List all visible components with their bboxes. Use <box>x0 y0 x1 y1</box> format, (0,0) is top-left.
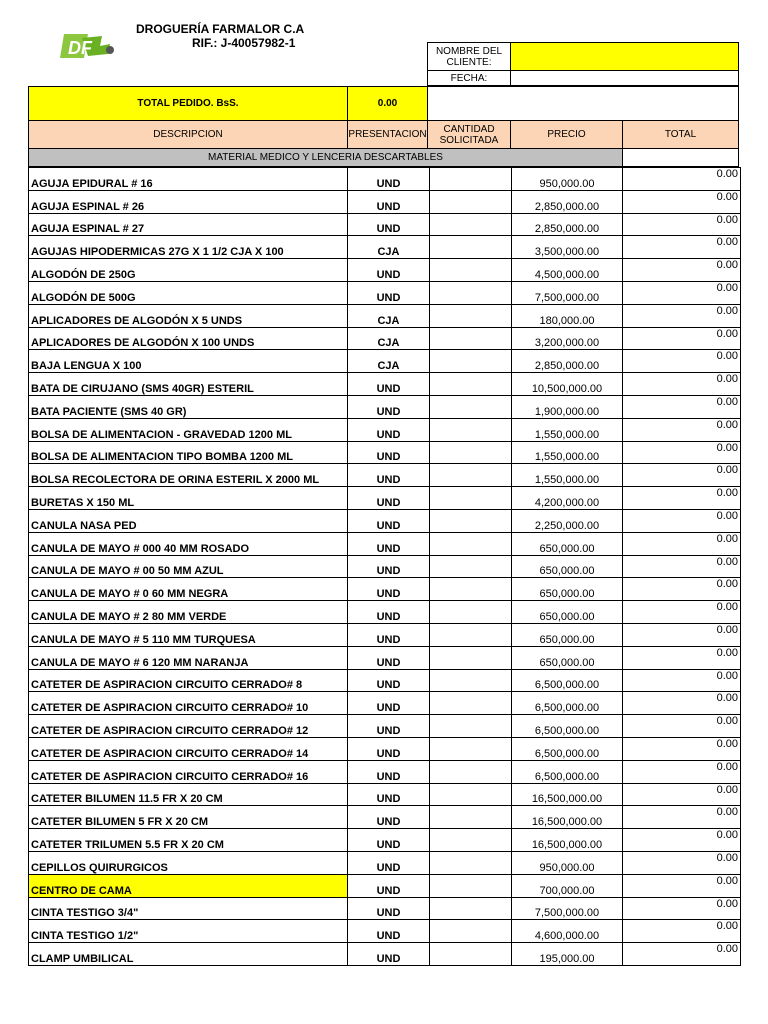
row-quantity-input[interactable] <box>430 897 512 920</box>
row-price: 1,550,000.00 <box>512 464 623 487</box>
table-row <box>29 350 741 373</box>
row-description: CINTA TESTIGO 1/2" <box>29 920 348 943</box>
row-description: BOLSA RECOLECTORA DE ORINA ESTERIL X 2000 ML <box>29 464 348 487</box>
table-row <box>29 190 741 213</box>
row-quantity-input[interactable] <box>430 168 512 191</box>
row-total: 0.00 <box>623 487 741 510</box>
row-total: 0.00 <box>623 851 741 874</box>
row-description: CATETER DE ASPIRACION CIRCUITO CERRADO# 14 <box>29 737 348 760</box>
row-presentation: UND <box>348 897 430 920</box>
row-total: 0.00 <box>623 897 741 920</box>
row-description: BATA PACIENTE (SMS 40 GR) <box>29 395 348 418</box>
row-total: 0.00 <box>623 692 741 715</box>
row-quantity-input[interactable] <box>430 737 512 760</box>
row-quantity-input[interactable] <box>430 509 512 532</box>
table-row <box>29 692 741 715</box>
row-price: 180,000.00 <box>512 304 623 327</box>
table-row <box>29 509 741 532</box>
row-presentation: UND <box>348 578 430 601</box>
row-total: 0.00 <box>623 783 741 806</box>
table-row <box>29 646 741 669</box>
row-total: 0.00 <box>623 190 741 213</box>
table-row <box>29 532 741 555</box>
row-price: 6,500,000.00 <box>512 715 623 738</box>
row-description: CATETER DE ASPIRACION CIRCUITO CERRADO# 8 <box>29 669 348 692</box>
row-price: 650,000.00 <box>512 555 623 578</box>
row-total: 0.00 <box>623 829 741 852</box>
row-description: CATETER DE ASPIRACION CIRCUITO CERRADO# 10 <box>29 692 348 715</box>
row-presentation: UND <box>348 623 430 646</box>
row-price: 7,500,000.00 <box>512 281 623 304</box>
row-total: 0.00 <box>623 236 741 259</box>
row-quantity-input[interactable] <box>430 578 512 601</box>
row-price: 16,500,000.00 <box>512 783 623 806</box>
row-presentation: UND <box>348 760 430 783</box>
row-total: 0.00 <box>623 737 741 760</box>
table-row <box>29 601 741 624</box>
row-description: CATETER TRILUMEN 5.5 FR X 20 CM <box>29 829 348 852</box>
client-name-field[interactable] <box>510 42 739 71</box>
row-presentation: CJA <box>348 304 430 327</box>
row-total: 0.00 <box>623 281 741 304</box>
row-total: 0.00 <box>623 646 741 669</box>
row-price: 6,500,000.00 <box>512 669 623 692</box>
row-description: CANULA DE MAYO # 2 80 MM VERDE <box>29 601 348 624</box>
row-price: 195,000.00 <box>512 943 623 966</box>
row-total: 0.00 <box>623 623 741 646</box>
row-total: 0.00 <box>623 304 741 327</box>
row-presentation: UND <box>348 669 430 692</box>
row-quantity-input[interactable] <box>430 441 512 464</box>
table-row <box>29 441 741 464</box>
row-total: 0.00 <box>623 350 741 373</box>
row-total: 0.00 <box>623 168 741 191</box>
row-price: 650,000.00 <box>512 623 623 646</box>
row-total: 0.00 <box>623 943 741 966</box>
table-row <box>29 555 741 578</box>
date-field[interactable] <box>510 70 739 86</box>
row-presentation: UND <box>348 213 430 236</box>
row-description: CENTRO DE CAMA <box>29 874 348 897</box>
row-total: 0.00 <box>623 760 741 783</box>
company-name: DROGUERÍA FARMALOR C.A <box>136 22 305 36</box>
row-quantity-input[interactable] <box>430 920 512 943</box>
table-row <box>29 168 741 191</box>
row-quantity-input[interactable] <box>430 601 512 624</box>
row-description: ALGODÓN DE 250G <box>29 259 348 282</box>
row-price: 6,500,000.00 <box>512 760 623 783</box>
row-total: 0.00 <box>623 806 741 829</box>
col-header-price: PRECIO <box>510 120 623 149</box>
row-quantity-input[interactable] <box>430 806 512 829</box>
row-presentation: UND <box>348 259 430 282</box>
row-description: CATETER DE ASPIRACION CIRCUITO CERRADO# 16 <box>29 760 348 783</box>
row-total: 0.00 <box>623 327 741 350</box>
row-price: 700,000.00 <box>512 874 623 897</box>
row-description: CANULA DE MAYO # 0 60 MM NEGRA <box>29 578 348 601</box>
row-presentation: CJA <box>348 327 430 350</box>
row-price: 3,200,000.00 <box>512 327 623 350</box>
row-presentation: CJA <box>348 236 430 259</box>
row-description: AGUJA ESPINAL # 27 <box>29 213 348 236</box>
row-total: 0.00 <box>623 578 741 601</box>
row-description: CANULA DE MAYO # 00 50 MM AZUL <box>29 555 348 578</box>
row-presentation: UND <box>348 373 430 396</box>
row-total: 0.00 <box>623 555 741 578</box>
table-row <box>29 395 741 418</box>
row-total: 0.00 <box>623 532 741 555</box>
row-total: 0.00 <box>623 669 741 692</box>
row-price: 1,900,000.00 <box>512 395 623 418</box>
row-quantity-input[interactable] <box>430 281 512 304</box>
row-quantity-input[interactable] <box>430 532 512 555</box>
row-price: 950,000.00 <box>512 851 623 874</box>
row-presentation: UND <box>348 601 430 624</box>
row-total: 0.00 <box>623 213 741 236</box>
row-price: 650,000.00 <box>512 601 623 624</box>
row-presentation: UND <box>348 829 430 852</box>
table-row <box>29 897 741 920</box>
items-table <box>28 167 741 966</box>
table-row <box>29 281 741 304</box>
table-row <box>29 851 741 874</box>
row-description: CANULA NASA PED <box>29 509 348 532</box>
row-description: AGUJAS HIPODERMICAS 27G X 1 1/2 CJA X 100 <box>29 236 348 259</box>
total-pedido-value: 0.00 <box>347 86 428 121</box>
row-presentation: UND <box>348 715 430 738</box>
row-price: 2,850,000.00 <box>512 213 623 236</box>
row-total: 0.00 <box>623 373 741 396</box>
row-presentation: UND <box>348 943 430 966</box>
row-quantity-input[interactable] <box>430 213 512 236</box>
row-presentation: UND <box>348 418 430 441</box>
row-price: 650,000.00 <box>512 578 623 601</box>
row-quantity-input[interactable] <box>430 851 512 874</box>
row-description: CEPILLOS QUIRURGICOS <box>29 851 348 874</box>
table-row <box>29 806 741 829</box>
table-row <box>29 327 741 350</box>
row-quantity-input[interactable] <box>430 943 512 966</box>
row-quantity-input[interactable] <box>430 464 512 487</box>
row-price: 2,850,000.00 <box>512 350 623 373</box>
row-price: 4,600,000.00 <box>512 920 623 943</box>
row-price: 650,000.00 <box>512 646 623 669</box>
table-row <box>29 578 741 601</box>
row-presentation: UND <box>348 532 430 555</box>
col-header-total: TOTAL <box>622 120 739 149</box>
company-rif: RIF.: J-40057982-1 <box>192 36 296 50</box>
row-presentation: UND <box>348 464 430 487</box>
table-row <box>29 418 741 441</box>
total-pedido-label: TOTAL PEDIDO. BsS. <box>28 86 348 121</box>
row-presentation: UND <box>348 646 430 669</box>
row-description: AGUJA ESPINAL # 26 <box>29 190 348 213</box>
section-total-cell <box>622 148 739 167</box>
row-total: 0.00 <box>623 464 741 487</box>
row-presentation: UND <box>348 509 430 532</box>
row-quantity-input[interactable] <box>430 874 512 897</box>
row-quantity-input[interactable] <box>430 783 512 806</box>
table-row <box>29 920 741 943</box>
row-presentation: UND <box>348 920 430 943</box>
table-row <box>29 487 741 510</box>
row-description: CLAMP UMBILICAL <box>29 943 348 966</box>
row-quantity-input[interactable] <box>430 669 512 692</box>
table-row <box>29 236 741 259</box>
row-description: BURETAS X 150 ML <box>29 487 348 510</box>
row-description: ALGODÓN DE 500G <box>29 281 348 304</box>
row-presentation: UND <box>348 441 430 464</box>
row-description: CINTA TESTIGO 3/4" <box>29 897 348 920</box>
logo-text: DF <box>68 38 92 58</box>
row-presentation: UND <box>348 168 430 191</box>
row-description: CANULA DE MAYO # 000 40 MM ROSADO <box>29 532 348 555</box>
row-quantity-input[interactable] <box>430 327 512 350</box>
row-description: CATETER BILUMEN 11.5 FR X 20 CM <box>29 783 348 806</box>
table-row <box>29 213 741 236</box>
row-description: AGUJA EPIDURAL # 16 <box>29 168 348 191</box>
row-price: 1,550,000.00 <box>512 441 623 464</box>
row-quantity-input[interactable] <box>430 555 512 578</box>
row-price: 7,500,000.00 <box>512 897 623 920</box>
row-total: 0.00 <box>623 259 741 282</box>
row-description: CANULA DE MAYO # 6 120 MM NARANJA <box>29 646 348 669</box>
row-quantity-input[interactable] <box>430 395 512 418</box>
row-price: 2,850,000.00 <box>512 190 623 213</box>
row-description: BATA DE CIRUJANO (SMS 40GR) ESTERIL <box>29 373 348 396</box>
row-price: 950,000.00 <box>512 168 623 191</box>
row-presentation: UND <box>348 783 430 806</box>
row-description: CATETER DE ASPIRACION CIRCUITO CERRADO# 12 <box>29 715 348 738</box>
row-total: 0.00 <box>623 920 741 943</box>
row-price: 4,200,000.00 <box>512 487 623 510</box>
row-total: 0.00 <box>623 418 741 441</box>
row-description: CATETER BILUMEN 5 FR X 20 CM <box>29 806 348 829</box>
row-presentation: UND <box>348 190 430 213</box>
row-total: 0.00 <box>623 601 741 624</box>
section-title: MATERIAL MEDICO Y LENCERIA DESCARTABLES <box>28 148 623 167</box>
row-price: 10,500,000.00 <box>512 373 623 396</box>
table-row <box>29 829 741 852</box>
row-quantity-input[interactable] <box>430 373 512 396</box>
row-quantity-input[interactable] <box>430 236 512 259</box>
client-name-label: NOMBRE DEL CLIENTE: <box>427 42 511 71</box>
row-quantity-input[interactable] <box>430 418 512 441</box>
row-price: 2,250,000.00 <box>512 509 623 532</box>
row-price: 3,500,000.00 <box>512 236 623 259</box>
row-quantity-input[interactable] <box>430 623 512 646</box>
table-row <box>29 373 741 396</box>
row-total: 0.00 <box>623 509 741 532</box>
row-quantity-input[interactable] <box>430 259 512 282</box>
col-header-qty: CANTIDAD SOLICITADA <box>427 120 511 149</box>
row-presentation: UND <box>348 737 430 760</box>
total-pedido-spacer <box>427 86 739 121</box>
row-total: 0.00 <box>623 441 741 464</box>
row-quantity-input[interactable] <box>430 646 512 669</box>
row-price: 6,500,000.00 <box>512 692 623 715</box>
row-total: 0.00 <box>623 874 741 897</box>
table-row <box>29 715 741 738</box>
date-label: FECHA: <box>427 70 511 86</box>
row-presentation: UND <box>348 281 430 304</box>
row-presentation: CJA <box>348 350 430 373</box>
row-presentation: UND <box>348 395 430 418</box>
row-description: BAJA LENGUA X 100 <box>29 350 348 373</box>
row-price: 1,550,000.00 <box>512 418 623 441</box>
table-row <box>29 943 741 966</box>
table-row <box>29 760 741 783</box>
row-description: BOLSA DE ALIMENTACION TIPO BOMBA 1200 ML <box>29 441 348 464</box>
table-row <box>29 304 741 327</box>
row-quantity-input[interactable] <box>430 487 512 510</box>
row-presentation: UND <box>348 555 430 578</box>
table-row <box>29 874 741 897</box>
row-quantity-input[interactable] <box>430 692 512 715</box>
table-row <box>29 783 741 806</box>
row-price: 4,500,000.00 <box>512 259 623 282</box>
row-price: 6,500,000.00 <box>512 737 623 760</box>
row-description: CANULA DE MAYO # 5 110 MM TURQUESA <box>29 623 348 646</box>
row-total: 0.00 <box>623 715 741 738</box>
company-logo <box>58 28 118 66</box>
row-price: 16,500,000.00 <box>512 829 623 852</box>
row-quantity-input[interactable] <box>430 350 512 373</box>
row-presentation: UND <box>348 874 430 897</box>
col-header-pres: PRESENTACION <box>347 120 428 149</box>
row-quantity-input[interactable] <box>430 715 512 738</box>
table-row <box>29 623 741 646</box>
row-description: APLICADORES DE ALGODÓN X 100 UNDS <box>29 327 348 350</box>
row-quantity-input[interactable] <box>430 304 512 327</box>
row-presentation: UND <box>348 692 430 715</box>
row-description: APLICADORES DE ALGODÓN X 5 UNDS <box>29 304 348 327</box>
row-presentation: UND <box>348 806 430 829</box>
row-description: BOLSA DE ALIMENTACION - GRAVEDAD 1200 ML <box>29 418 348 441</box>
row-quantity-input[interactable] <box>430 190 512 213</box>
col-header-desc: DESCRIPCION <box>28 120 348 149</box>
row-price: 650,000.00 <box>512 532 623 555</box>
row-quantity-input[interactable] <box>430 829 512 852</box>
company-header <box>120 22 320 50</box>
table-row <box>29 737 741 760</box>
table-row <box>29 669 741 692</box>
table-row <box>29 464 741 487</box>
row-quantity-input[interactable] <box>430 760 512 783</box>
row-total: 0.00 <box>623 395 741 418</box>
row-price: 16,500,000.00 <box>512 806 623 829</box>
table-row <box>29 259 741 282</box>
row-presentation: UND <box>348 851 430 874</box>
row-presentation: UND <box>348 487 430 510</box>
